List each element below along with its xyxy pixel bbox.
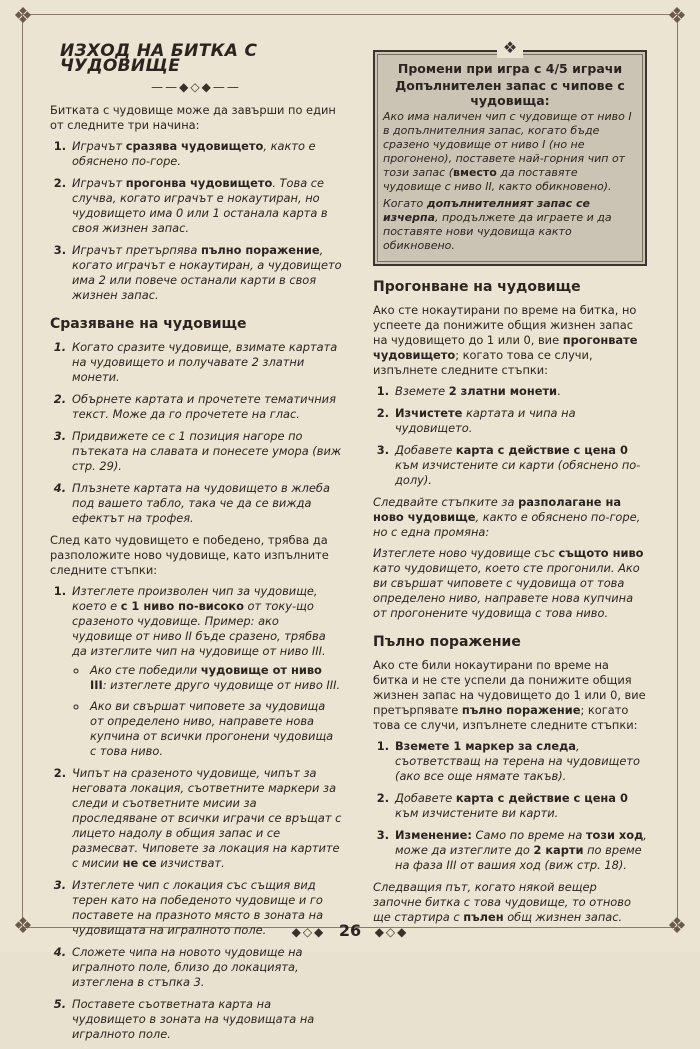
box-subtitle: Допълнителен запас с чипове с чудовища: <box>395 78 625 108</box>
list-item: 3. Играчът претърпява пълно поражение, когато играчът е нокаутиран, а чудовището има 2 или повече останали карти в своя жизнен запас. <box>70 243 342 303</box>
section-heading-banish: Прогонване на чудовище <box>373 279 581 295</box>
list-item: 5. Поставете съответната карта на чудовището в зоната на чудовищата на игралното поле. <box>70 997 342 1042</box>
new-monster-steps-list <box>50 584 342 1042</box>
left-column <box>50 41 342 1049</box>
sub-list-item: ◦ Ако ви свършат чиповете за чудовища от определено ниво, направете нова купчина от всички прогонени чудовища с това ниво. <box>88 699 342 759</box>
sub-list-item: ◦ Ако сте победили чудовище от ниво III: изтеглете друго чудовище от ниво III. <box>88 663 342 693</box>
knot-corner-icon: ❖ <box>667 4 687 29</box>
list-item: 4. Сложете чипа на новото чудовище на игралното поле, близо до локацията, изтеглена в стъпка 3. <box>70 945 342 990</box>
banish-paragraph: Изтеглете ново чудовище със същото ниво като чудовището, което сте прогонили. Ако ви свършат чиповете с чудовища от това определено ниво, направете нова купчина от прогонените чудовища с това ниво. <box>373 546 644 620</box>
after-defeat-paragraph: След като чудовището е победено, трябва да разположите ново чудовище, като изпълните следните стъпки: <box>50 533 329 577</box>
list-item: 2. Изчистете картата и чипа на чудовището. <box>393 406 647 436</box>
page-title: ИЗХОД НА БИТКА С ЧУДОВИЩЕ <box>60 41 258 76</box>
list-item: 1. Вземете 1 маркер за следа, съответстващ на терена на чудовището (ако все още нямате такъв). <box>393 739 647 784</box>
loss-paragraph: Следващия път, когато някой вещер започне битка с това чудовище, то отново ще стартира с пълен общ жизнен запас. <box>373 880 631 924</box>
box-paragraph: Когато допълнителният запас се изчерпа, продължете да играете и да поставяте нови чудовища както обикновено. <box>383 197 612 252</box>
knot-corner-icon: ❖ <box>667 914 687 939</box>
list-item: 3. Добавете карта с действие с цена 0 към изчистените си карти (обяснено по-долу). <box>393 443 647 488</box>
list-item: 2. Обърнете картата и прочетете тематичния текст. Може да го прочетете на глас. <box>70 392 342 422</box>
ornament-left-icon: ◆◇◆ <box>291 925 326 939</box>
list-item: 2. Играчът прогонва чудовището. Това се случва, когато играчът е нокаутиран, но чудовището има 0 или 1 останала карта в своя жизнен запас. <box>70 176 342 236</box>
list-item: 2. Чипът на сразеното чудовище, чипът за неговата локация, съответните маркери за следи и съответните мисии за проследяване от всички играчи се връщат с лицето надолу в общия запас и се размесват. Чиповете за локация на картите с мисии не се изчистват. <box>70 766 342 871</box>
sub-list <box>72 663 342 759</box>
list-item: 1. Играчът сразява чудовището, както е обяснено по-горе. <box>70 139 342 169</box>
box-paragraph: Ако има наличен чип с чудовище от ниво I в допълнителния запас, когато бъде сразено чудовище от ниво I (но не прогонено), поставете най-горния чип от този запас (вместо да поставяте чудовище с ниво II, както обикновено). <box>383 110 632 193</box>
loss-steps-list <box>373 739 647 873</box>
defeat-steps-list <box>50 340 342 526</box>
page-number-footer <box>0 921 700 940</box>
section-heading-loss: Пълно поражение <box>373 634 521 650</box>
banish-intro: Ако сте нокаутирани по време на битка, но успеете да понижите общия жизнен запас на чудовището до 1 или 0, вие прогонвате чудовището; когато това се случи, изпълнете следните стъпки: <box>373 303 638 377</box>
list-item: 1. Когато сразите чудовище, взимате картата на чудовището и получавате 2 златни монети. <box>70 340 342 385</box>
outcomes-list <box>50 139 342 303</box>
list-item: 1. Вземете 2 златни монети. <box>393 384 647 399</box>
banish-paragraph: Следвайте стъпките за разполагане на ново чудовище, както е обяснено по-горе, но с една промяна: <box>373 495 641 539</box>
section-heading-defeat: Сразяване на чудовище <box>50 316 247 332</box>
list-item: 3. Придвижете се с 1 позиция нагоре по пътеката на славата и понесете умора (виж стр. 29). <box>70 429 342 474</box>
list-item: 3. Изтеглете чип с локация със същия вид терен като на победеното чудовище и го поставете на празното място в зоната на чудовищата на игралното поле. <box>70 878 342 938</box>
list-item: 3. Изменение: Само по време на този ход, може да изтеглите до 2 карти по време на фаза III от вашия ход (виж стр. 18). <box>393 828 647 873</box>
list-item: 1. Изтеглете произволен чип за чудовище, което е с 1 ниво по-високо от току-що сразеното чудовище. Пример: ако чудовище от ниво II бъде сразено, трябва да изтеглите чип на чудовище от ниво III. ◦ Ако сте победили чудовище от ниво III: изтеглете друго чудовище от ниво III. ◦ Ако ви свършат чиповете за чудовища от определено ниво, направете нова купчина от всички прогонени чудовища с това ниво. <box>70 584 342 759</box>
page-number: 26 <box>338 921 362 940</box>
banish-steps-list <box>373 384 647 488</box>
list-item: 2. Добавете карта с действие с цена 0 към изчистените ви карти. <box>393 791 647 821</box>
knot-corner-icon: ❖ <box>13 914 33 939</box>
knot-corner-icon: ❖ <box>13 4 33 29</box>
title-divider: ——◆◇◆—— <box>151 80 241 94</box>
player-count-box <box>373 38 647 266</box>
box-title: Промени при игра с 4/5 играчи <box>397 61 623 76</box>
intro-paragraph: Битката с чудовище може да завърши по един от следните три начина: <box>50 103 336 132</box>
right-column <box>373 38 647 931</box>
knot-icon: ❖ <box>497 38 523 58</box>
list-item: 4. Плъзнете картата на чудовището в жлеба под вашето табло, така че да се вижда ефектът на трофея. <box>70 481 342 526</box>
loss-intro: Ако сте били нокаутирани по време на битка и не сте успели да понижите общия жизнен запас на чудовището до 1 или 0, вие претърпявате пълно поражение; когато това се случи, изпълнете следните стъпки: <box>373 658 646 732</box>
ornament-right-icon: ◆◇◆ <box>374 925 409 939</box>
